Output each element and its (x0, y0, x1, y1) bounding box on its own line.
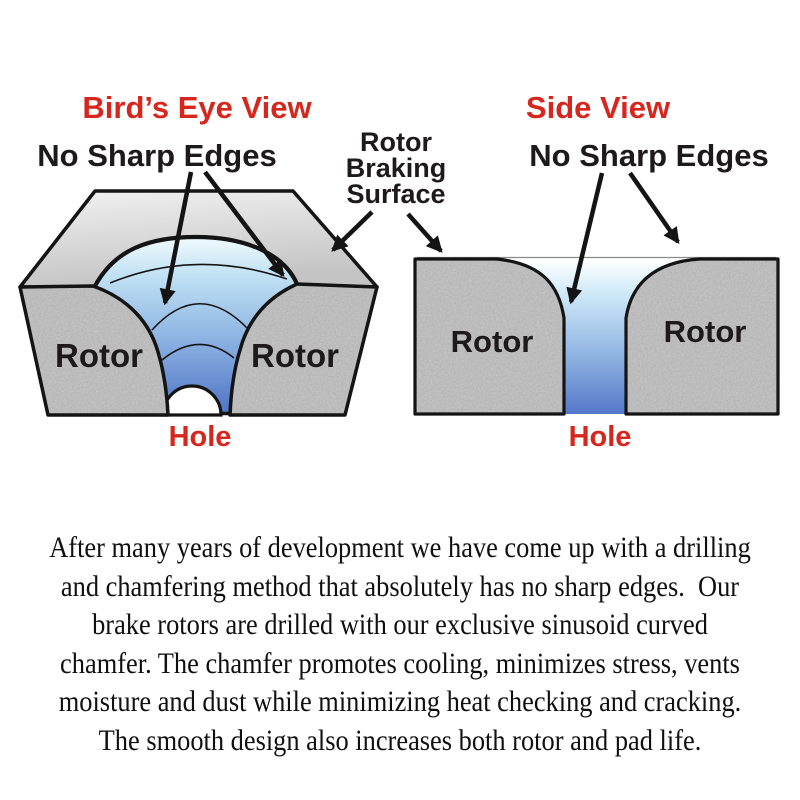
rotor-braking-surface-line-1: Rotor (360, 127, 432, 157)
caption-line-3: brake rotors are drilled with our exclusive sinusoid curved (92, 608, 708, 642)
birdseye-rotor-left-label: Rotor (55, 337, 143, 374)
sideview-rotor-right-label: Rotor (663, 314, 747, 349)
caption-paragraph (48, 529, 752, 761)
caption-line-2: and chamfering method that absolutely has no sharp edges. Our (60, 569, 740, 603)
sideview-no-sharp-edges-label: No Sharp Edges (529, 138, 769, 173)
side-view-title: Side View (525, 90, 671, 125)
caption-line-5: moisture and dust while minimizing heat checking and cracking. (58, 685, 742, 719)
rotor-braking-surface-line-2: Braking (345, 153, 447, 183)
rotor-braking-surface-label (346, 129, 447, 207)
birdseye-rotor-right-label: Rotor (251, 337, 339, 374)
birdseye-no-sharp-edges-label: No Sharp Edges (37, 138, 277, 173)
birdseye-view-title: Bird’s Eye View (82, 90, 312, 125)
caption-line-6: The smooth design also increases both rotor and pad life. (98, 723, 702, 757)
arrow-braking-surface-left (333, 212, 372, 250)
arrow-braking-surface-right (408, 214, 441, 251)
arrow-no-sharp-edges-right-2 (630, 173, 678, 242)
caption-line-4: chamfer. The chamfer promotes cooling, minimizes stress, vents (60, 646, 740, 680)
rotor-braking-surface-line-3: Surface (346, 179, 446, 209)
birdseye-hole-label: Hole (168, 421, 232, 453)
caption-line-1: After many years of development we have come up with a drilling (49, 531, 751, 564)
sideview-rotor-left-label: Rotor (450, 324, 534, 359)
sideview-hole-label: Hole (568, 421, 632, 453)
